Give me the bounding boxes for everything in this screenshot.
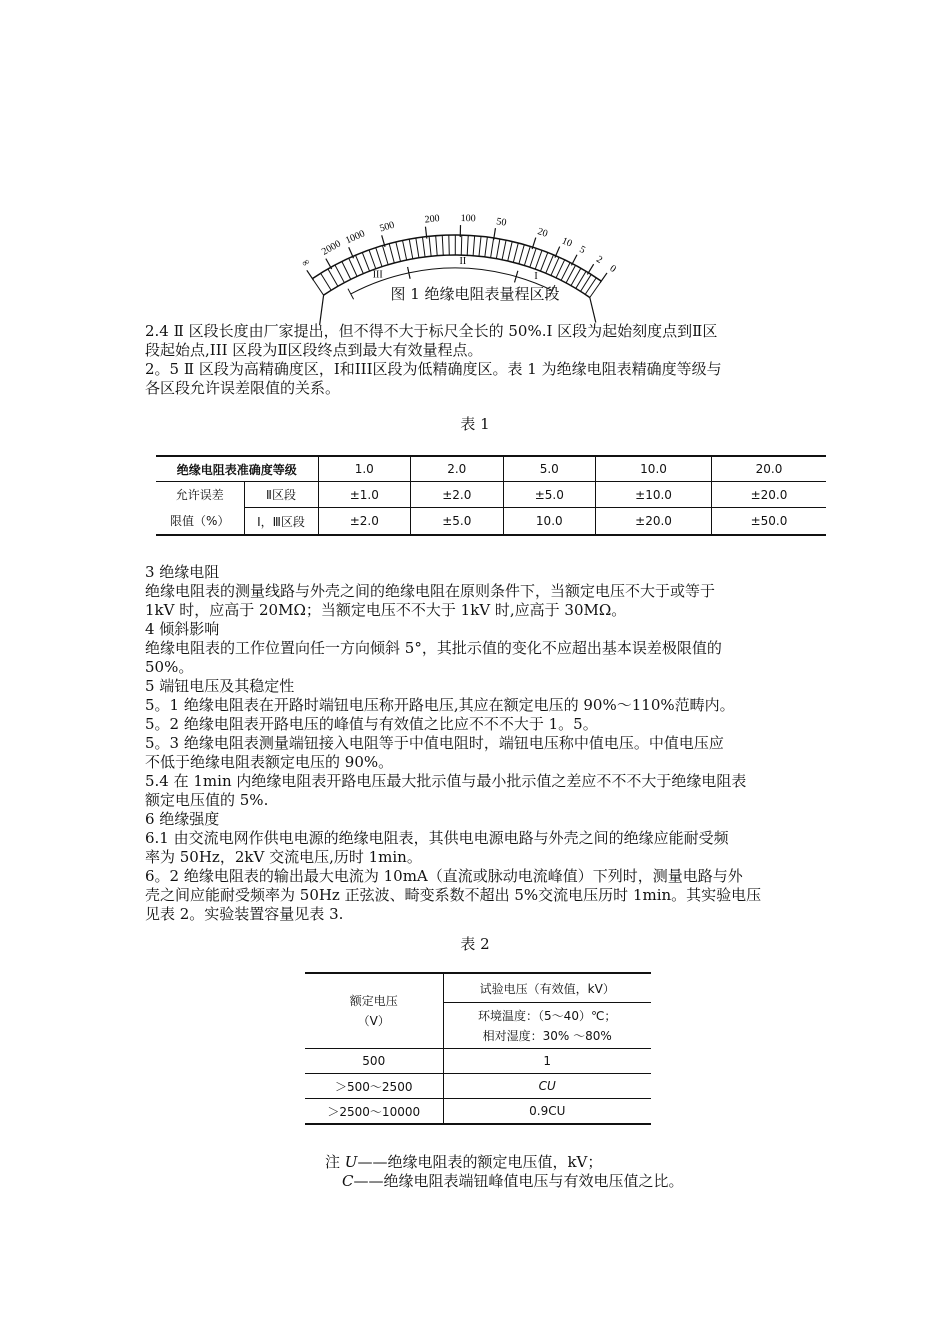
voltage-cell: ＞2500～10000 [305, 1099, 443, 1125]
scale-label: 200 [424, 213, 441, 226]
scale-tick [335, 265, 344, 283]
scale-tick [422, 237, 425, 257]
zone-label: Ⅱ区段 [244, 482, 318, 508]
scale-label: 50 [495, 216, 508, 229]
scale-major-tick [307, 270, 314, 280]
scale-tick [389, 244, 394, 263]
scale-tick [485, 237, 488, 257]
scale-tick [382, 246, 388, 265]
note-line-u [325, 1153, 684, 1172]
scale-tick [541, 252, 548, 271]
scale-tick [519, 245, 524, 264]
scale-tick [355, 255, 363, 273]
note-text: ——绝缘电阻表的额定电压值，kV； [357, 1153, 603, 1171]
header-line: 额定电压 [349, 994, 398, 1008]
table-row [305, 1074, 651, 1099]
note-line-c [325, 1172, 684, 1191]
section-heading: 6 绝缘强度 [145, 810, 220, 828]
rated-voltage-header [305, 973, 443, 1049]
scale-label: ∞ [300, 256, 313, 270]
value-cell: ±2.0 [318, 508, 411, 535]
scale-tick [551, 257, 559, 275]
scale-tick [396, 242, 401, 261]
scale-major-tick [600, 273, 607, 283]
error-limit-label-line: 允许误差 [175, 488, 224, 502]
scale-label: 0 [607, 263, 618, 275]
meter-scale-svg [270, 135, 690, 283]
section-heading: 4 倾斜影响 [145, 620, 220, 638]
scale-tick [467, 235, 468, 255]
scale-tick [473, 236, 475, 256]
table-row [305, 1099, 651, 1125]
scale-tick [442, 235, 443, 255]
meter-scale-figure [270, 135, 690, 283]
zone-ii-arc [409, 268, 516, 277]
text-line: 5。1 绝缘电阻表在开路时端钮电压称开路电压,其应在额定电压的 90%～110%范畴内。 [145, 696, 735, 714]
table-row [305, 973, 651, 1003]
grade-cell: 20.0 [712, 456, 826, 482]
scale-tick [409, 239, 413, 259]
scale-label: 10 [560, 235, 574, 250]
value-cell: ±50.0 [712, 508, 826, 535]
text-line: 额定电压值的 5%. [145, 791, 269, 809]
condition-line: 环境温度：（5～40）℃； [478, 1008, 617, 1023]
text-line: 6.1 由交流电网作供电电源的绝缘电阻表，其供电电源电路与外壳之间的绝缘应能耐受频 [145, 829, 729, 847]
test-voltage-header: 试验电压（有效值，kV） [443, 973, 651, 1003]
value-cell: ±10.0 [596, 482, 712, 508]
scale-tick [491, 238, 494, 258]
scale-label: 100 [460, 213, 476, 225]
scale-tick [513, 243, 518, 262]
test-cell: 0.9CU [443, 1099, 651, 1125]
table-row [156, 456, 826, 482]
value-cell: ±5.0 [411, 508, 504, 535]
voltage-cell: ＞500～2500 [305, 1074, 443, 1099]
value-cell: ±5.0 [503, 482, 596, 508]
scale-tick [496, 239, 500, 259]
scale-tick [403, 240, 407, 260]
scale-tick [524, 246, 530, 265]
table1-caption: 表 1 [460, 415, 490, 433]
scale-tick [369, 250, 376, 269]
note-prefix: 注 [325, 1153, 345, 1171]
scale-tick [546, 255, 554, 273]
text-line: 5。2 绝缘电阻表开路电压的峰值与有效值之比应不不不大于 1。5。 [145, 715, 598, 733]
scale-tick [508, 242, 512, 261]
text-line: 2。5 Ⅱ 区段为高精确度区，Ⅰ和III区段为低精确度区。表 1 为绝缘电阻表精确度等级与 [145, 360, 722, 378]
zone-label: III [372, 269, 383, 281]
table-row [305, 1049, 651, 1074]
test-cell: 1 [443, 1049, 651, 1074]
scale-tick [362, 252, 369, 271]
scale-tick [436, 236, 438, 256]
scale-tick [479, 236, 481, 256]
section-2-paragraphs [145, 322, 813, 398]
table2-note [325, 1153, 684, 1191]
value-cell: ±20.0 [596, 508, 712, 535]
value-cell: 10.0 [503, 508, 596, 535]
scale-label: 20 [536, 226, 549, 240]
condition-line: 相对湿度：30% ～80% [482, 1028, 612, 1043]
text-line: 5。3 绝缘电阻表测量端钮接入电阻等于中值电阻时，端钮电压称中值电压。中值电压应 [145, 734, 724, 752]
test-cell: CU [443, 1074, 651, 1099]
grade-header: 绝缘电阻表准确度等级 [156, 456, 318, 482]
scale-major-tick [587, 264, 593, 274]
value-cell: ±20.0 [712, 482, 826, 508]
text-line: 6。2 绝缘电阻表的输出最大电流为 10mA（直流或脉动电流峰值）下列时，测量电路与外 [145, 867, 743, 885]
note-text: ——绝缘电阻表端钮峰值电压与有效电压值之比。 [353, 1172, 684, 1190]
text-line: 绝缘电阻表的工作位置向任一方向倾斜 5°，其批示值的变化不应超出基本误差极限值的 [145, 639, 722, 657]
section-heading: 5 端钮电压及其稳定性 [145, 677, 295, 695]
scale-tick [416, 238, 419, 258]
scale-label: 1000 [343, 228, 367, 247]
symbol-u: U [344, 1153, 358, 1171]
header-line: （V） [357, 1014, 390, 1028]
figure-caption: 图 1 绝缘电阻表量程区段 [390, 285, 560, 303]
scale-label: 2 [594, 253, 605, 266]
table-row [156, 508, 826, 535]
text-line: 5.4 在 1min 内绝缘电阻表开路电压最大批示值与最小批示值之差应不不不大于绝缘电阻表 [145, 772, 747, 790]
text-line: 段起始点,III 区段为Ⅱ区段终点到最大有效量程点。 [145, 341, 483, 359]
scale-tick [530, 248, 536, 267]
value-cell: ±1.0 [318, 482, 411, 508]
conditions-cell [443, 1003, 651, 1049]
section-heading: 3 绝缘电阻 [145, 563, 220, 581]
zone-label: Ⅰ，Ⅲ区段 [244, 508, 318, 535]
text-line: 率为 50Hz，2kV 交流电压,历时 1min。 [145, 848, 422, 866]
text-line: 各区段允许误差限值的关系。 [145, 379, 341, 397]
value-cell: ±2.0 [411, 482, 504, 508]
table-row [156, 482, 826, 508]
scale-tick [461, 235, 462, 255]
scale-tick [376, 248, 382, 267]
error-limit-label [156, 482, 244, 536]
text-line: 不低于绝缘电阻表额定电压的 90%。 [145, 753, 394, 771]
body-paragraphs [145, 563, 813, 924]
scale-major-tick [326, 259, 332, 269]
zone-label: II [459, 256, 467, 268]
text-line: 50%。 [145, 658, 194, 676]
text-line: 见表 2。实验装置容量见表 3. [145, 905, 344, 923]
scale-tick [342, 261, 351, 279]
scale-tick [349, 258, 357, 276]
text-line: 壳之间应能耐受频率为 50Hz 正弦波、畸变系数不超出 5%交流电压历时 1min。其实验电压 [145, 886, 762, 904]
scale-tick [429, 236, 431, 256]
scale-label: 500 [378, 219, 396, 235]
scale-tick [535, 250, 542, 269]
voltage-cell: 500 [305, 1049, 443, 1074]
scale-label: 2000 [319, 238, 343, 258]
zone-label: I [534, 271, 538, 283]
accuracy-table [156, 455, 826, 536]
text-line: 绝缘电阻表的测量线路与外壳之间的绝缘电阻在原则条件下，当额定电压不大于或等于 [145, 582, 716, 600]
grade-cell: 10.0 [596, 456, 712, 482]
text-line: 1kV 时，应高于 20MΩ；当额定电压不不大于 1kV 时,应高于 30MΩ。 [145, 601, 627, 619]
text-line: 2.4 Ⅱ 区段长度由厂家提出，但不得不大于标尺全长的 50%.Ⅰ 区段为起始刻度点到Ⅱ区 [145, 322, 718, 340]
scale-tick [502, 240, 506, 260]
symbol-c: C [342, 1172, 354, 1190]
grade-cell: 1.0 [318, 456, 411, 482]
grade-cell: 5.0 [503, 456, 596, 482]
scale-label: 5 [577, 244, 587, 257]
table2-caption: 表 2 [460, 935, 490, 953]
grade-cell: 2.0 [411, 456, 504, 482]
error-limit-label-line: 限值（%） [170, 514, 230, 528]
test-voltage-table [305, 972, 651, 1125]
